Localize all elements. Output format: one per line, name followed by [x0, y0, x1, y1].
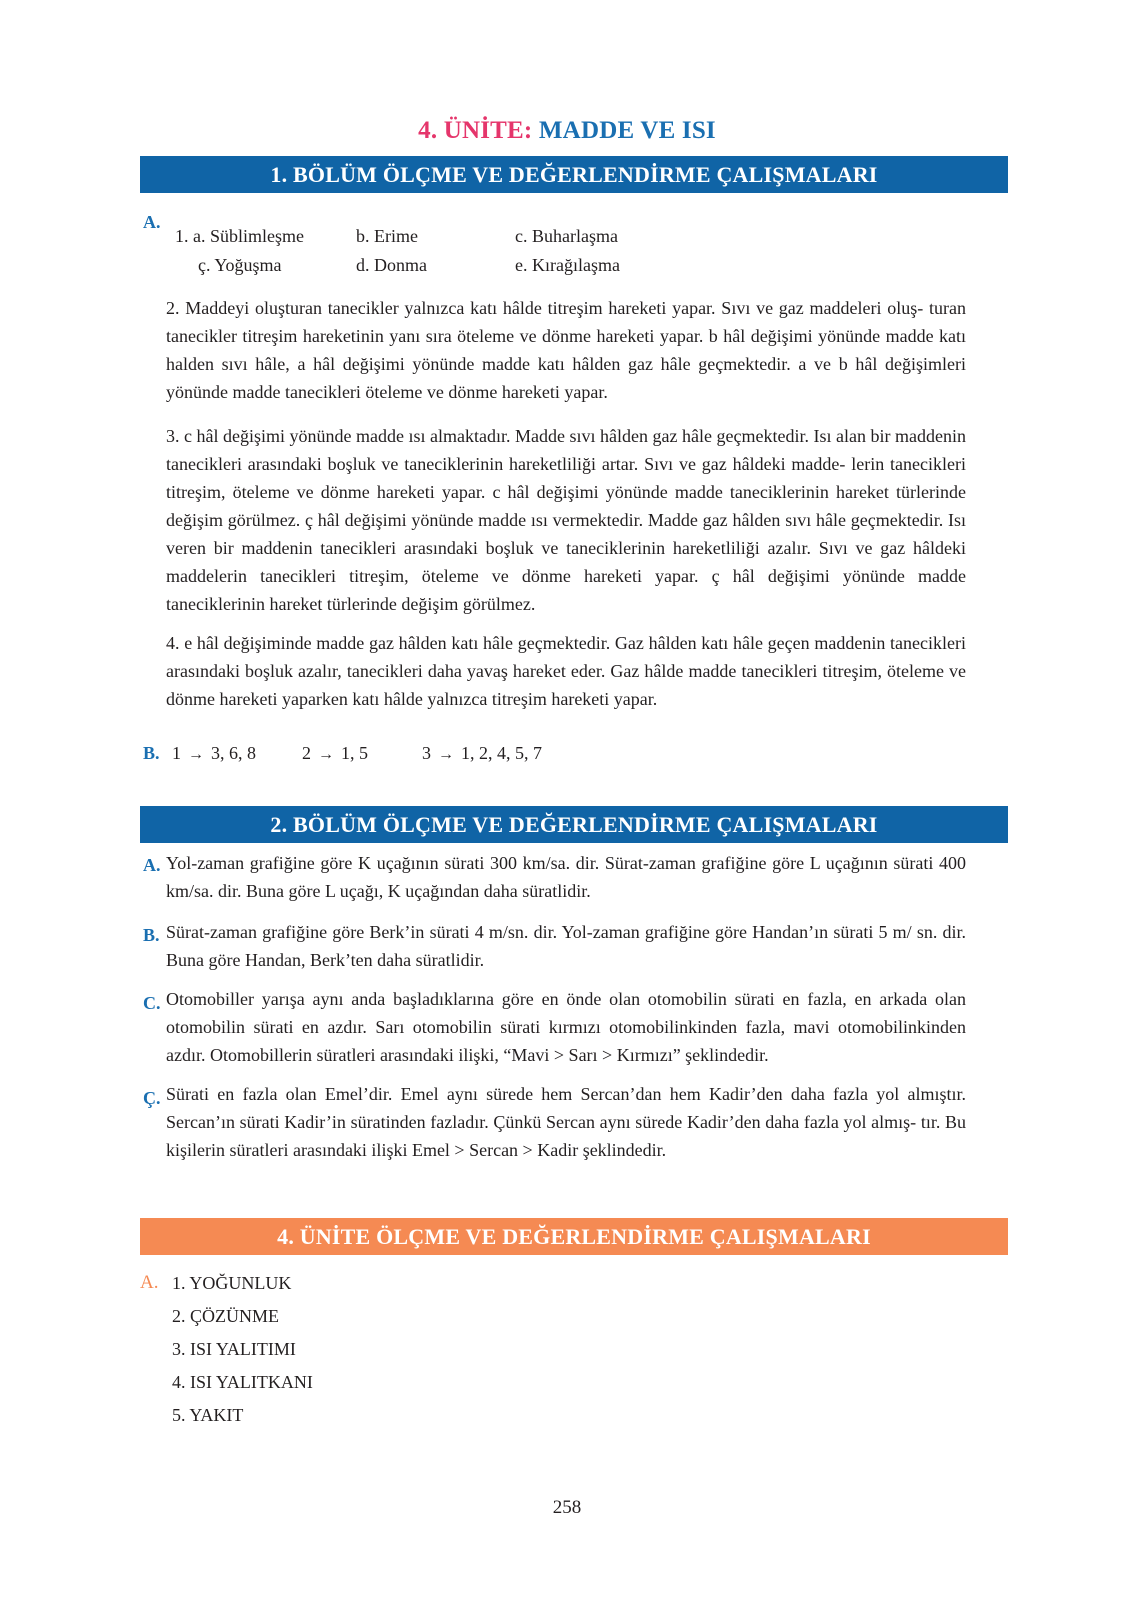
section2-a-letter: A.	[143, 855, 161, 875]
answer-1a: 1. a. Süblimleşme	[175, 226, 304, 246]
list-item: 5. YAKIT	[172, 1405, 244, 1425]
section3-header: 4. ÜNİTE ÖLÇME VE DEĞERLENDİRME ÇALIŞMALARI	[140, 1218, 1008, 1255]
match-3-from: 3	[422, 743, 431, 763]
match-3-to: 1, 2, 4, 5, 7	[461, 743, 542, 763]
unit-title-prefix: 4. ÜNİTE:	[418, 117, 533, 144]
section2-header: 2. BÖLÜM ÖLÇME VE DEĞERLENDİRME ÇALIŞMALARI	[140, 806, 1008, 843]
section1-header: 1. BÖLÜM ÖLÇME VE DEĞERLENDİRME ÇALIŞMALARI	[140, 156, 1008, 193]
answer-1c: c. Buharlaşma	[515, 226, 618, 246]
answer-1b: b. Erime	[356, 226, 418, 246]
section2-b-letter: B.	[143, 925, 160, 945]
arrow-icon: →	[438, 746, 454, 763]
arrow-icon: →	[188, 746, 204, 763]
unit-title	[0, 117, 1134, 145]
answer-4: 4. e hâl değişiminde madde gaz hâlden katı hâle geçmektedir. Gaz hâlden katı hâle geçen maddenin tanecikleri arasındaki boşluk azalır, tanecikleri daha yavaş hareket eder. Gaz hâlde madde tanecikleri titreşim, öteleme ve dönme hareketi yaparken katı hâlde yalnızca titreşim hareketi yapar.	[166, 633, 966, 709]
match-1-to: 3, 6, 8	[211, 743, 256, 763]
match-2	[302, 743, 368, 764]
arrow-icon: →	[318, 746, 334, 763]
match-1-from: 1	[172, 743, 181, 763]
list-item: 2. ÇÖZÜNME	[172, 1306, 279, 1326]
list-item: 3. ISI YALITIMI	[172, 1339, 296, 1359]
section2-cc-letter: Ç.	[143, 1088, 161, 1108]
section2-b-text: Sürat-zaman grafiğine göre Berk’in sürati 4 m/sn. dir. Yol-zaman grafiğine göre Handan’ın sürati 5 m/ sn. dir. Buna göre Handan, Berk’ten daha süratlidir.	[166, 922, 966, 970]
section2-cc-text: Sürati en fazla olan Emel’dir. Emel aynı sürede hem Sercan’dan hem Kadir’den daha fazla yol almıştır. Sercan’ın sürati Kadir’in süratinden fazladır. Çünkü Sercan aynı sürede Kadir’den daha fazla yol almış- tır. Bu kişilerin süratleri arasındaki ilişki Emel > Sercan > Kadir şeklindedir.	[166, 1084, 966, 1160]
list-item: 1. YOĞUNLUK	[172, 1273, 292, 1293]
section2-c-text: Otomobiller yarışa aynı anda başladıklarına göre en önde olan otomobilin sürati en fazla, en arkada olan otomobilin sürati en azdır. Sarı otomobilin sürati kırmızı otomobilinkinden fazla, mavi otomobilinkinden azdır. Otomobillerin süratleri arasındaki ilişki, “Mavi > Sarı > Kırmızı” şeklindedir.	[166, 989, 966, 1065]
section1-a-letter: A.	[143, 212, 161, 232]
section2-a-text: Yol-zaman grafiğine göre K uçağının sürati 300 km/sa. dir. Sürat-zaman grafiğine göre L uçağının sürati 400 km/sa. dir. Buna göre L uçağı, K uçağından daha süratlidir.	[166, 853, 966, 901]
list-item: 4. ISI YALITKANI	[172, 1372, 313, 1392]
answer-2: 2. Maddeyi oluşturan tanecikler yalnızca katı hâlde titreşim hareketi yapar. Sıvı ve gaz maddeleri oluş- turan tanecikler titreşim hareketinin yanı sıra öteleme ve dönme hareketi yapar. b hâl değişimi yönünde madde katı halden sıvı hâle, a hâl değişimi yönünde madde katı hâlden gaz hâle geçmektedir. a ve b hâl değişimleri yönünde madde tanecikleri öteleme ve dönme hareketi yapar.	[166, 298, 966, 402]
match-2-to: 1, 5	[341, 743, 368, 763]
answer-1e: e. Kırağılaşma	[515, 255, 620, 275]
section1-b-letter: B.	[143, 743, 160, 763]
section3-a-letter: A.	[140, 1272, 159, 1293]
answer-1d: d. Donma	[356, 255, 427, 275]
page-number: 258	[552, 1497, 582, 1518]
section2-c-letter: C.	[143, 993, 161, 1013]
unit-title-name: MADDE VE ISI	[538, 117, 716, 144]
answer-1cc: ç. Yoğuşma	[198, 255, 282, 275]
answer-3: 3. c hâl değişimi yönünde madde ısı almaktadır. Madde sıvı hâlden gaz hâle geçmektedir. Isı alan bir maddenin tanecikleri arasındaki boşluk ve taneciklerinin hareketliliği artar. Sıvı ve gaz hâldeki madde- lerin tanecikleri titreşim, öteleme ve dönme hareketi yapar. c hâl değişimi yönünde madde taneciklerinin hareket türlerinde değişim görülmez. ç hâl değişimi yönünde madde ısı vermektedir. Madde gaz hâlden sıvı hâle geçmektedir. Isı veren bir maddenin tanecikleri arasındaki boşluk ve taneciklerinin hareketliliği azalır. Sıvı ve gaz hâldeki maddelerin tanecikleri titreşim, öteleme ve dönme hareketi yapar. ç hâl değişimi yönünde madde taneciklerinin hareket türlerinde değişim görülmez.	[166, 426, 966, 614]
match-1	[172, 743, 256, 764]
match-2-from: 2	[302, 743, 311, 763]
match-3	[422, 743, 542, 764]
